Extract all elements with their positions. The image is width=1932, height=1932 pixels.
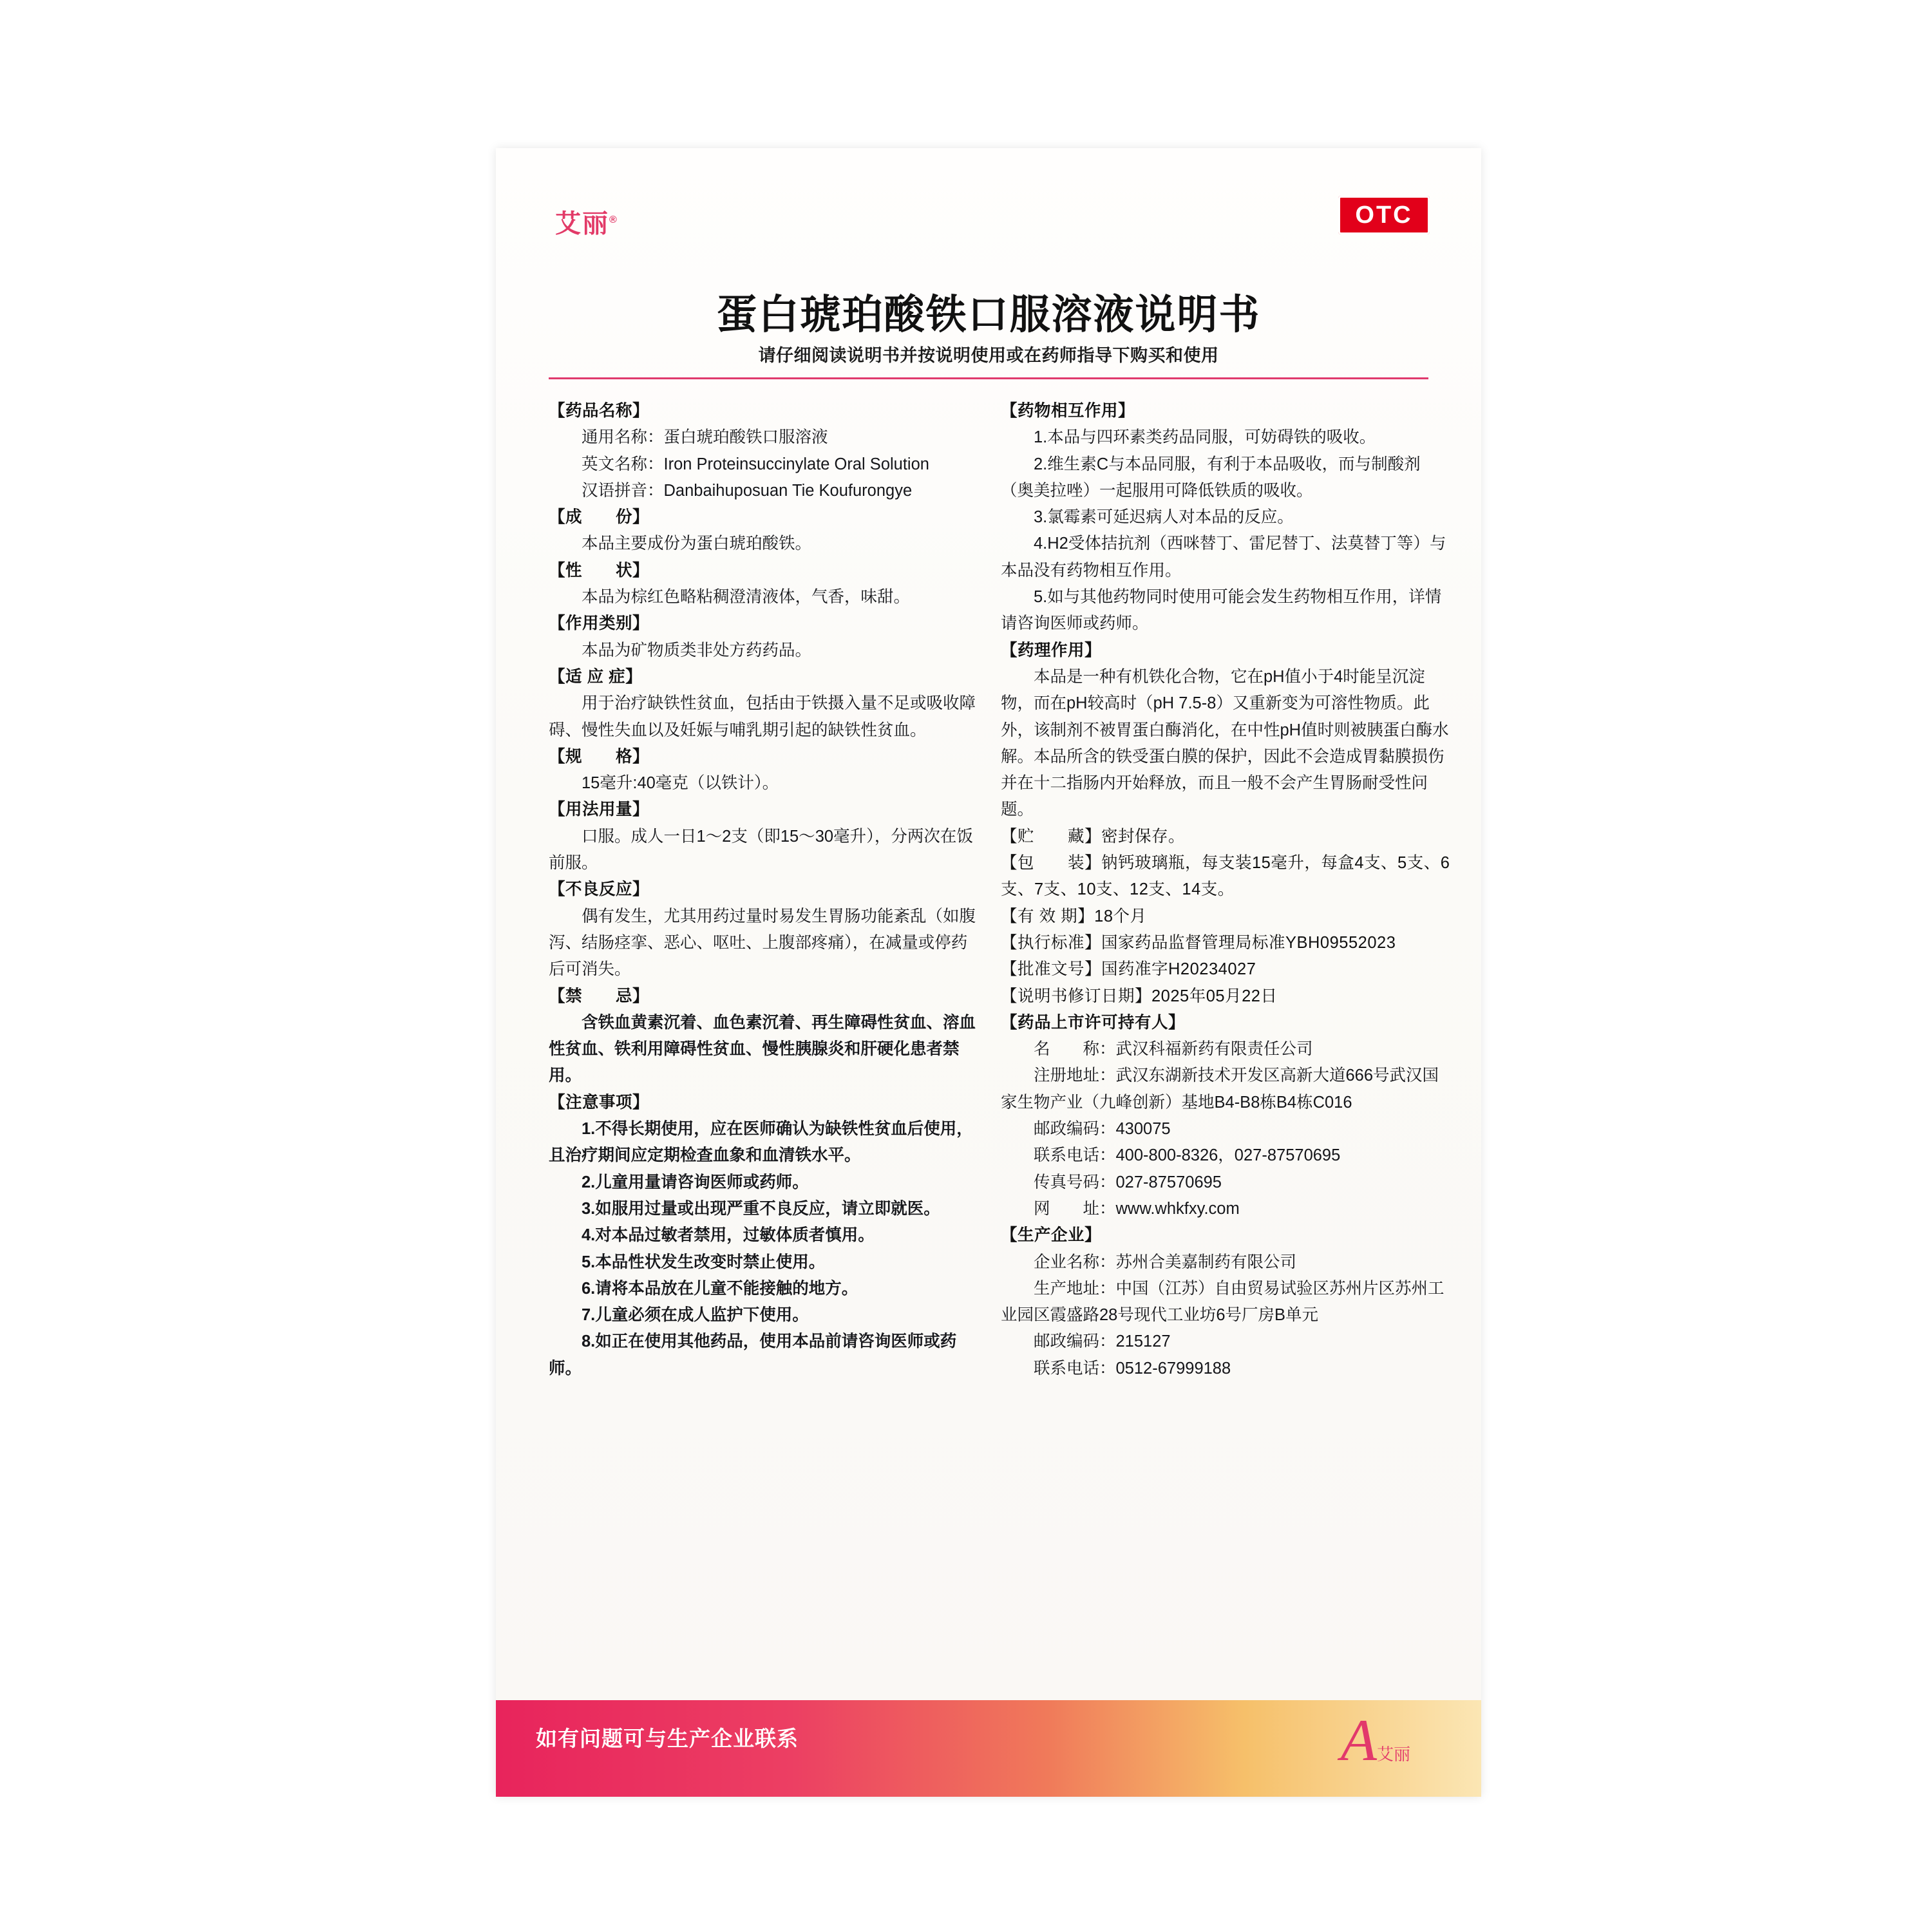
field-line: 企业名称：苏州合美嘉制药有限公司 bbox=[1034, 1253, 1297, 1271]
section-body: 本品主要成份为蛋白琥珀酸铁。 bbox=[582, 535, 812, 553]
footer-contact-text: 如有问题可与生产企业联系 bbox=[536, 1727, 799, 1750]
field-line: 英文名称：Iron Proteinsuccinylate Oral Solution bbox=[582, 455, 929, 473]
section-heading: 【性 状】 bbox=[549, 561, 650, 580]
section-heading: 【注意事项】 bbox=[549, 1093, 650, 1112]
section-heading: 【成 份】 bbox=[549, 508, 650, 527]
section-heading: 【作用类别】 bbox=[549, 614, 650, 633]
footer-logo-letter: A bbox=[1340, 1707, 1377, 1773]
inline-field-line: 【执行标准】国家药品监督管理局标准YBH09552023 bbox=[1001, 933, 1396, 952]
section-body: 含铁血黄素沉着、血色素沉着、再生障碍性贫血、溶血性贫血、铁利用障碍性贫血、慢性胰腺炎和肝硬化患者禁用。 bbox=[549, 1013, 976, 1085]
section-body: 4.对本品过敏者禁用，过敏体质者慎用。 bbox=[582, 1226, 875, 1245]
content-columns bbox=[549, 398, 1450, 1674]
title-divider bbox=[549, 377, 1428, 379]
section-heading: 【适 应 症】 bbox=[549, 667, 643, 686]
footer-logo-sub: 艾丽 bbox=[1376, 1745, 1410, 1764]
page-subtitle: 请仔细阅读说明书并按说明使用或在药师指导下购买和使用 bbox=[758, 346, 1219, 365]
inline-field-line: 【批准文号】国药准字H20234027 bbox=[1001, 960, 1256, 979]
section-body: 偶有发生，尤其用药过量时易发生胃肠功能紊乱（如腹泻、结肠痉挛、恶心、呕吐、上腹部疼痛），在减量或停药后可消失。 bbox=[549, 907, 976, 979]
footer-band bbox=[496, 1700, 1481, 1797]
field-line: 联系电话：400-800-8326，027-87570695 bbox=[1034, 1146, 1341, 1165]
section-body: 4.H2受体拮抗剂（西咪替丁、雷尼替丁、法莫替丁等）与本品没有药物相互作用。 bbox=[1001, 535, 1446, 580]
field-line: 网 址：www.whkfxy.com bbox=[1034, 1199, 1240, 1218]
section-heading: 【生产企业】 bbox=[1001, 1226, 1102, 1245]
leaflet-page bbox=[496, 148, 1481, 1797]
leaflet-sheet bbox=[496, 148, 1481, 1797]
field-line: 联系电话：0512-67999188 bbox=[1034, 1359, 1231, 1378]
section-body: 3.氯霉素可延迟病人对本品的反应。 bbox=[1034, 508, 1294, 527]
section-body: 本品是一种有机铁化合物，它在pH值小于4时能呈沉淀物，而在pH较高时（pH 7.5-8）又重新变为可溶性物质。此外，该制剂不被胃蛋白酶消化，在中性pH值时则被胰蛋白酶水解。本品所含的铁受蛋白膜的保护，因此不会造成胃黏膜损伤并在十二指肠内开始释放，而且一般不会产生胃肠耐受性问题。 bbox=[1001, 667, 1449, 819]
inline-field-line: 【说明书修订日期】2025年05月22日 bbox=[1001, 987, 1278, 1005]
left-column bbox=[549, 398, 980, 1382]
section-heading: 【药品名称】 bbox=[549, 402, 650, 420]
section-body: 7.儿童必须在成人监护下使用。 bbox=[582, 1306, 809, 1325]
section-heading: 【不良反应】 bbox=[549, 880, 650, 899]
section-body: 3.如服用过量或出现严重不良反应，请立即就医。 bbox=[582, 1199, 940, 1218]
section-body: 口服。成人一日1～2支（即15～30毫升），分两次在饭前服。 bbox=[549, 827, 973, 873]
footer-brand-logo bbox=[1340, 1707, 1410, 1773]
section-body: 1.不得长期使用，应在医师确认为缺铁性贫血后使用，且治疗期间应定期检查血象和血清铁水平。 bbox=[549, 1120, 973, 1165]
section-body: 2.儿童用量请咨询医师或药师。 bbox=[582, 1173, 809, 1191]
section-heading: 【药物相互作用】 bbox=[1001, 402, 1135, 420]
field-line: 传真号码：027-87570695 bbox=[1034, 1173, 1222, 1191]
section-body: 8.如正在使用其他药品，使用本品前请咨询医师或药师。 bbox=[549, 1332, 957, 1378]
section-body: 用于治疗缺铁性贫血，包括由于铁摄入量不足或吸收障碍、慢性失血以及妊娠与哺乳期引起的缺铁性贫血。 bbox=[549, 694, 976, 739]
brand-logo bbox=[555, 200, 639, 241]
section-heading: 【禁 忌】 bbox=[549, 987, 650, 1005]
section-heading: 【规 格】 bbox=[549, 747, 650, 766]
otc-badge: OTC bbox=[1338, 196, 1430, 234]
field-line: 注册地址：武汉东湖新技术开发区高新大道666号武汉国家生物产业（九峰创新）基地B4-B8栋B4栋C016 bbox=[1001, 1066, 1439, 1112]
inline-field-line: 【包 装】钠钙玻璃瓶，每支装15毫升，每盒4支、5支、6支、7支、10支、12支、14支。 bbox=[1001, 854, 1450, 899]
section-body: 1.本品与四环素类药品同服，可妨碍铁的吸收。 bbox=[1034, 428, 1376, 447]
section-heading: 【用法用量】 bbox=[549, 800, 650, 819]
registered-mark: ® bbox=[609, 214, 618, 225]
section-heading: 【药品上市许可持有人】 bbox=[1001, 1013, 1186, 1032]
brand-name: 艾丽 bbox=[555, 209, 609, 238]
field-line: 通用名称：蛋白琥珀酸铁口服溶液 bbox=[582, 428, 828, 447]
section-body: 5.本品性状发生改变时禁止使用。 bbox=[582, 1253, 826, 1271]
field-line: 名 称：武汉科福新药有限责任公司 bbox=[1034, 1040, 1313, 1059]
field-line: 生产地址：中国（江苏）自由贸易试验区苏州片区苏州工业园区霞盛路28号现代工业坊6号厂房B单元 bbox=[1001, 1279, 1444, 1325]
section-body: 15毫升:40毫克（以铁计）。 bbox=[582, 774, 779, 793]
section-body: 2.维生素C与本品同服，有利于本品吸收，而与制酸剂（奥美拉唑）一起服用可降低铁质的吸收。 bbox=[1001, 455, 1421, 500]
inline-field-line: 【贮 藏】密封保存。 bbox=[1001, 827, 1186, 846]
section-body: 本品为棕红色略粘稠澄清液体，气香，味甜。 bbox=[582, 588, 911, 607]
section-body: 6.请将本品放在儿童不能接触的地方。 bbox=[582, 1279, 858, 1298]
section-body: 5.如与其他药物同时使用可能会发生药物相互作用，详情请咨询医师或药师。 bbox=[1001, 588, 1442, 633]
field-line: 邮政编码：215127 bbox=[1034, 1332, 1171, 1351]
section-body: 本品为矿物质类非处方药药品。 bbox=[582, 641, 812, 659]
right-column bbox=[1001, 398, 1452, 1382]
page-title: 蛋白琥珀酸铁口服溶液说明书 bbox=[716, 292, 1261, 337]
field-line: 汉语拼音：Danbaihuposuan Tie Koufurongye bbox=[582, 481, 913, 500]
field-line: 邮政编码：430075 bbox=[1034, 1120, 1171, 1139]
section-heading: 【药理作用】 bbox=[1001, 641, 1102, 659]
inline-field-line: 【有 效 期】18个月 bbox=[1001, 907, 1147, 925]
